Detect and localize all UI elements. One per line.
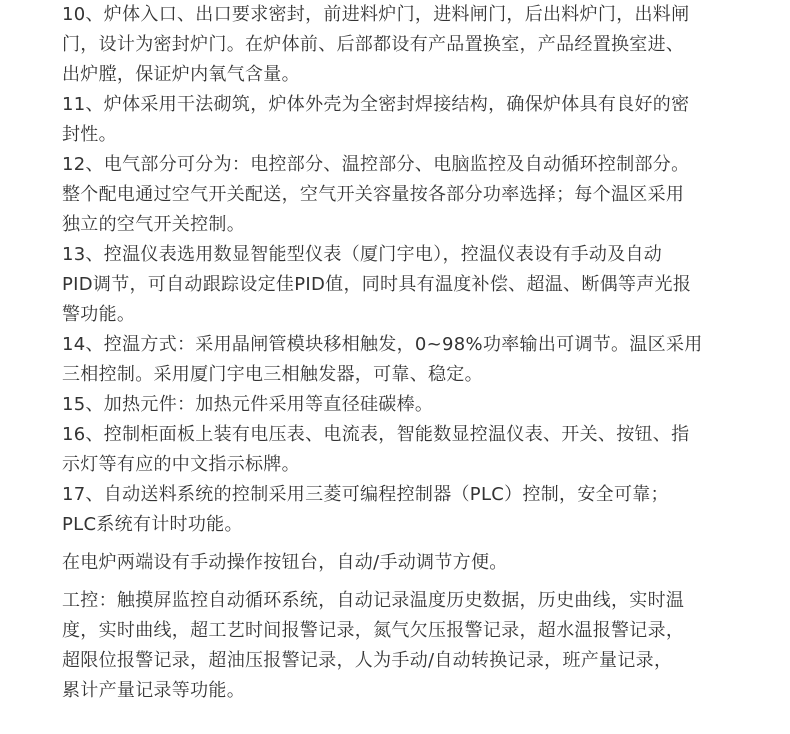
text-line: 示灯等有应的中文指示标牌。	[62, 454, 300, 475]
text-line: PID调节，可自动跟踪设定佳PID值，同时具有温度补偿、超温、断偶等声光报	[62, 274, 692, 295]
text-line: 10、炉体入口、出口要求密封，前进料炉门，进料闸门，后出料炉门，出料闸	[62, 4, 690, 25]
text-line: 14、控温方式：采用晶闸管模块移相触发，0~98%功率输出可调节。温区采用	[62, 334, 703, 355]
text-line: 出炉膛，保证炉内氧气含量。	[62, 64, 300, 85]
text-line: 超限位报警记录，超油压报警记录，人为手动/自动转换记录，班产量记录，	[62, 650, 673, 671]
text-line: 累计产量记录等功能。	[62, 680, 245, 701]
industrial-control-note	[62, 586, 742, 706]
text-line: 警功能。	[62, 304, 136, 325]
text-line: PLC系统有计时功能。	[62, 514, 243, 535]
text-line: 独立的空气开关控制。	[62, 214, 245, 235]
manual-operation-note	[62, 548, 742, 578]
text-line: 在电炉两端设有手动操作按钮台，自动/手动调节方便。	[62, 552, 508, 573]
spec-item-11	[62, 90, 742, 150]
text-line: 工控：触摸屏监控自动循环系统，自动记录温度历史数据，历史曲线，实时温	[62, 590, 685, 611]
text-line: 门，设计为密封炉门。在炉体前、后部都设有产品置换室，产品经置换室进、	[62, 34, 685, 55]
text-line: 12、电气部分可分为：电控部分、温控部分、电脑监控及自动循环控制部分。	[62, 154, 690, 175]
spec-item-14	[62, 330, 742, 390]
text-line: 15、加热元件：加热元件采用等直径硅碳棒。	[62, 394, 434, 415]
text-line: 封性。	[62, 124, 117, 145]
spec-item-17	[62, 480, 742, 540]
text-line: 16、控制柜面板上装有电压表、电流表，智能数显控温仪表、开关、按钮、指	[62, 424, 690, 445]
spec-item-15	[62, 390, 742, 420]
spec-item-13	[62, 240, 742, 330]
text-line: 17、自动送料系统的控制采用三菱可编程控制器（PLC）控制，安全可靠；	[62, 484, 669, 505]
text-line: 13、控温仪表选用数显智能型仪表（厦门宇电），控温仪表设有手动及自动	[62, 244, 663, 265]
spec-item-12	[62, 150, 742, 240]
spec-item-10	[62, 0, 742, 90]
text-line: 11、炉体采用干法砌筑，炉体外壳为全密封焊接结构，确保炉体具有良好的密	[62, 94, 690, 115]
text-line: 度，实时曲线，超工艺时间报警记录，氮气欠压报警记录，超水温报警记录，	[62, 620, 685, 641]
spec-document	[62, 0, 742, 706]
text-line: 整个配电通过空气开关配送，空气开关容量按各部分功率选择；每个温区采用	[62, 184, 685, 205]
spec-item-16	[62, 420, 742, 480]
text-line: 三相控制。采用厦门宇电三相触发器，可靠、稳定。	[62, 364, 483, 385]
